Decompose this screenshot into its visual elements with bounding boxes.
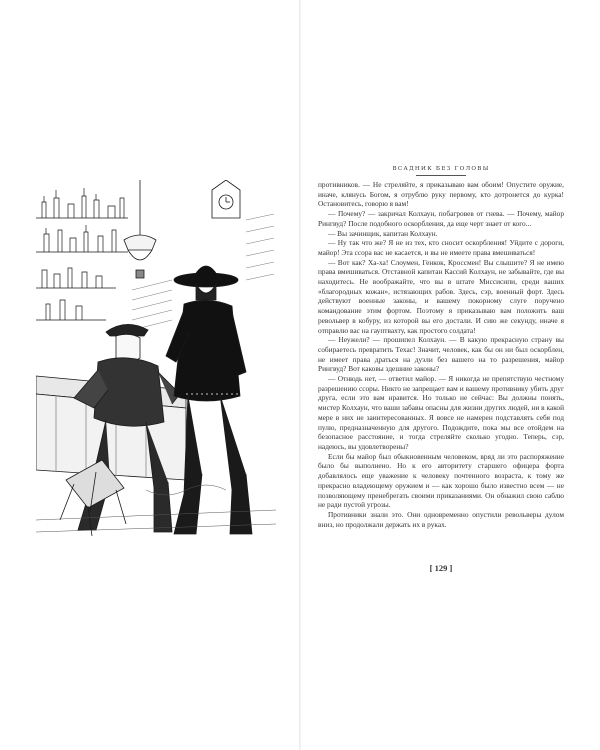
body-text (318, 180, 564, 529)
paragraph: Если бы майор был обыкновенным человеком, вряд ли это распоряжение было бы выполнено. Но к его авторитету старшего офицера форта добавлялось еще уважение к человеку почтенного возраста, к тому же прекрасно владеющему оружием и — как хорошо было известно всем — не позволяющему пренебрегать своими приказаниями. Он обнажил свою саблю не ради пустой угрозы. (318, 451, 564, 510)
hanging-lamp (124, 180, 156, 278)
paragraph: противников. — Не стреляйте, я приказываю вам обоим! Опустите оружие, иначе, клянусь Богом, я отрублю руку первому, кто дотронется до курка! Остановитесь, говорю я вам! (318, 180, 564, 209)
paragraph: — Ну так что же? Я не из тех, кто сносит оскорбления! Уйдите с дороги, майор! Эта ссора вас не касается, и вы не имеете права вмешиваться! (318, 238, 564, 257)
paragraph: — Неужели? — прошипел Колхаун. — В какую прекрасную страну вы собираетесь превратить Техас! Значит, человек, как бы он ни был оскорблен, не имеет права драться на дуэли без вашего на то разрешения, майор Рингвуд? Вот каковы здешние законы? (318, 335, 564, 374)
paragraph: — Почему? — закричал Колхаун, побагровев от гнева. — Почему, майор Рингвуд? После подобного оскорбления, да еще черт знает от кого... (318, 209, 564, 228)
page-number: [ 129 ] (429, 563, 453, 573)
illustration-saloon-standoff (36, 180, 276, 540)
running-head: ВСАДНИК БЕЗ ГОЛОВЫ (392, 166, 490, 172)
paragraph: — Вот как? Ха-ха! Слоумен, Генкок, Кроссмен! Вы слышите? Я не имею права вмешиваться. Отставной капитан Кассий Колхаун, не забывайте, где вы находитесь. Не воображайте, что вы в штате Миссисипи, среди ваших «благородных кожан», истязающих рабов. Здесь, сэр, военный форт. Здесь действуют военные законы, и вашему покорному слуге поручено командование этим фортом. Поэтому я приказываю вам положить ваш револьвер в кобуру, из которой вы его достали. И сию же секунду, иначе я отправлю вас на гауптвахту, как простого солдата! (318, 257, 564, 335)
text-page (318, 0, 564, 750)
page-gutter (299, 0, 301, 750)
paragraph: — Отнюдь нет, — ответил майор. — Я никогда не препятствую честному разрешению ссоры. Никто не запрещает вам и вашему противнику убить друг друга, если это вам нравится. Но только не сейчас: Вы должны понять, мистер Колхаун, что ваши забавы опасны для жизни других людей, ни в какой мере в них не заинтересованных. Я вовсе не намерен подставлять себя под пулю, предназначенную для другого. Подождите, пока мы все отойдем на безопасное расстояние, и тогда стреляйте сколько угодно. Теперь, сэр, надеюсь, вы удовлетворены? (318, 374, 564, 451)
running-head-rule (416, 175, 466, 176)
paragraph: — Вы зачинщик, капитан Колхаун. (328, 228, 438, 238)
wall-clock (212, 180, 240, 218)
bottle-shelves (36, 188, 128, 320)
paragraph: Противники знали это. Они одновременно опустили револьверы дулом вниз, но продолжали держать их в руках. (318, 509, 564, 529)
